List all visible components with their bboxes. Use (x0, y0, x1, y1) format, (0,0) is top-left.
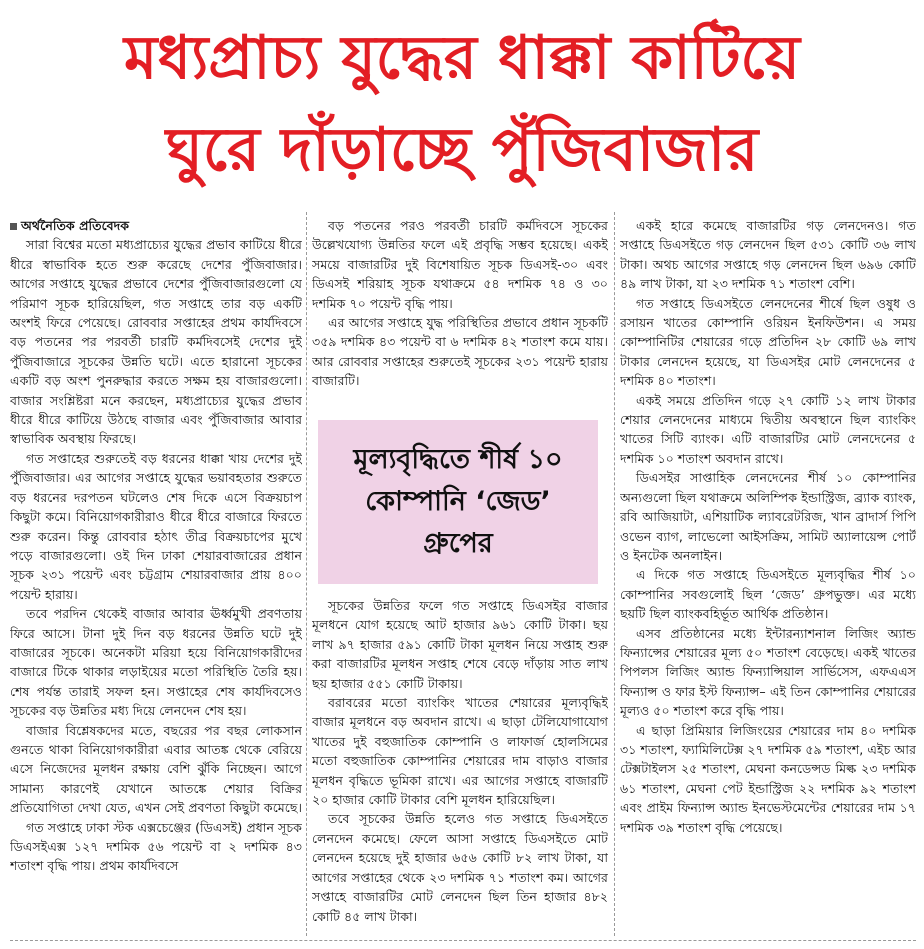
headline-line-1: মধ্যপ্রাচ্য যুদ্ধের ধাক্কা কাটিয়ে (124, 23, 800, 93)
column-divider (614, 212, 615, 936)
column-divider (306, 212, 307, 936)
paragraph: ডিএসইর সাপ্তাহিক লেনদেনের শীর্ষ ১০ কোম্পানির অন্যগুলো ছিল যথাক্রমে অলিম্পিক ইন্ডাস্ট্রিজ, ব্র্যাক ব্যাংক, রবি আজিয়াটা, এশিয়াটিক ল্যাবরেটরিজ, খান ব্রাদার্স পিপি ওভেন ব্যাগ, লাভেলো আইসক্রিম, সামিট অ্যালায়েন্স পোর্ট ও ইনটেক অনলাইন। (620, 470, 916, 563)
paragraph: এ দিকে গত সপ্তাহে ডিএসইতে মূল্যবৃদ্ধির শীর্ষ ১০ কোম্পানির সবগুলোই ছিল ‘জেড’ গ্রুপভুক্ত। এর মধ্যে ছয়টি ছিল ব্যাংকবহির্ভূত আর্থিক প্রতিষ্ঠান। (620, 567, 916, 622)
article-column-3 (620, 216, 916, 936)
paragraph: বাজার বিশ্লেষকদের মতে, বছরের পর বছর লোকসান গুনতে থাকা বিনিয়োগকারীরা এবার আতঙ্ক থেকে বেরিয়ে এসে নিজেদের মূলধন রক্ষায় বেশি ঝুঁকি নিচ্ছেন। আগে সামান্য কারণেই যেখানে আতঙ্কে শেয়ার বিক্রির প্রতিযোগিতা দেখা যেত, এখন সেই প্রবণতা কিছুটা কমেছে। (10, 722, 302, 816)
paragraph: গত সপ্তাহের শুরুতেই বড় ধরনের ধাক্কা খায় দেশের দুই পুঁজিবাজার। এর আগের সপ্তাহে যুদ্ধের ভয়াবহতার শুরুতে বড় ধরনের দরপতন ঘটলেও শেষ দিকে এসে বিক্রয়চাপ কিছুটা কমে। বিনিয়োগকারীরাও ধীরে ধীরে বাজারে ফিরতে শুরু করেন। কিন্তু রোববার হঠাৎ তীব্র বিক্রয়চাপের মুখে পড়ে বাজারগুলো। ওই দিন ঢাকা শেয়ারবাজারের প্রধান সূচক ২৩১ পয়েন্ট এবং চট্টগ্রাম শেয়ারবাজার প্রায় ৪০০ পয়েন্ট হারায়। (10, 450, 302, 602)
highlight-line-1: মূল্যবৃদ্ধিতে শীর্ষ ১০ (353, 444, 563, 475)
article-column-1 (10, 216, 302, 936)
bullet-icon (10, 223, 17, 230)
paragraph: গত সপ্তাহে ঢাকা স্টক এক্সচেঞ্জের (ডিএসই) প্রধান সূচক ডিএসইএক্স ১২৭ দশমিক ৫৬ পয়েন্ট বা ২ দশমিক ৪৩ শতাংশ বৃদ্ধি পায়। প্রথম কার্যদিবসে (10, 819, 302, 874)
paragraph: একই সময়ে প্রতিদিন গড়ে ২৭ কোটি ১২ লাখ টাকার শেয়ার লেনদেনের মাধ্যমে দ্বিতীয় অবস্থানে ছিল ব্যাংকিং খাতের সিটি ব্যাংক। এটি বাজারটির মোট লেনদেনের ৫ দশমিক ১০ শতাংশ অবদান রাখে। (620, 392, 916, 466)
byline-text: অর্থনৈতিক প্রতিবেদক (21, 218, 130, 233)
highlight-line-3: গ্রুপের (423, 528, 493, 559)
paragraph: বরাবরের মতো ব্যাংকিং খাতের শেয়ারের মূল্যবৃদ্ধিই বাজার মূলধনে বড় অবদান রাখে। এ ছাড়া টেলিযোগাযোগ খাতের দুই বহুজাতিক কোম্পানি ও লাফার্জ হোলসিমের মতো বহুজাতিক কোম্পানির শেয়ারের দাম বাড়াও বাজার মূলধন বৃদ্ধিতে ভূমিকা রাখে। এর আগের সপ্তাহে বাজারটি ২০ হাজার কোটি টাকার বেশি মূলধন হারিয়েছিল। (312, 695, 608, 808)
paragraph: এসব প্রতিষ্ঠানের মধ্যে ইন্টারন্যাশনাল লিজিং অ্যান্ড ফিন্যান্সের শেয়ারের মূল্য ৫০ শতাংশ বেড়েছে। একই খাতের পিপলস লিজিং অ্যান্ড ফিন্যান্সিয়াল সার্ভিসেস, এফএএস ফিন্যান্স ও ফার ইস্ট ফিন্যান্স– এই তিন কোম্পানির শেয়ারের মূল্যও ৫০ শতাংশ করে বৃদ্ধি পায়। (620, 625, 916, 719)
paragraph: তবে সূচকের উন্নতি হলেও গত সপ্তাহে ডিএসইতে লেনদেন কমেছে। ফেলে আসা সপ্তাহে ডিএসইতে মোট লেনদেন হয়েছে দুই হাজার ৬৫৬ কোটি ৮২ লাখ টাকা, যা আগের সপ্তাহের থেকে ২৩ দশমিক ৭১ শতাংশ কম। আগের সপ্তাহে বাজারটির মোট লেনদেন ছিল তিন হাজার ৪৮২ কোটি ৪৫ লাখ টাকা। (312, 811, 608, 924)
headline (0, 12, 924, 196)
article-column-2-top (312, 216, 608, 398)
paragraph: বড় পতনের পরও পরবর্তী চারটি কর্মদিবসে সূচকের উল্লেখযোগ্য উন্নতির ফলে এই প্রবৃদ্ধি সম্ভব হয়েছে। একই সময়ে বাজারটির দুই বিশেষায়িত সূচক ডিএসই-৩০ এবং ডিএসই শরিয়াহ সূচক যথাক্রমে ৫৪ দশমিক ৭৪ ও ৩০ দশমিক ৭০ পয়েন্ট বৃদ্ধি পায়। (312, 218, 608, 311)
article-column-2-bottom (312, 596, 608, 936)
bottom-divider (10, 940, 916, 941)
paragraph: সূচকের উন্নতির ফলে গত সপ্তাহে ডিএসইর বাজার মূলধনে যোগ হয়েছে আট হাজার ৯৬১ কোটি টাকা। ছয় লাখ ৯৭ হাজার ৫৯১ কোটি টাকা মূলধন নিয়ে সপ্তাহ শুরু করা বাজারটির মূলধন সপ্তাহ শেষে বেড়ে দাঁড়ায় সাত লাখ ছয় হাজার ৫৫১ কোটি টাকায়। (312, 598, 608, 691)
paragraph: সারা বিশ্বের মতো মধ্যপ্রাচ্যের যুদ্ধের প্রভাব কাটিয়ে ধীরে ধীরে স্বাভাবিক হতে শুরু করেছে দেশের পুঁজিবাজার। আগের সপ্তাহে যুদ্ধের প্রভাবে দেশের পুঁজিবাজারগুলো যে পরিমাণ সূচক হারিয়েছিল, গত সপ্তাহে তার বড় একটি অংশই ফিরে পেয়েছে। রোববার সপ্তাহের প্রথম কার্যদিবসে বড় পতনের পর পরবর্তী চারটি কর্মদিবসেই দেশের দুই পুঁজিবাজারে সূচকের উন্নতি ঘটে। এতে হারানো সূচকের একটি বড় অংশ পুনরুদ্ধার করতে সক্ষম হয় বাজারগুলো। বাজার সংশ্লিষ্টরা মনে করছেন, মধ্যপ্রাচ্যের যুদ্ধের প্রভাব ধীরে ধীরে কাটিয়ে উঠছে বাজার এবং পুঁজিবাজার আবার স্বাভাবিক অবস্থায় ফিরছে। (10, 237, 302, 447)
paragraph: তবে পরদিন থেকেই বাজার আবার ঊর্ধ্বমুখী প্রবণতায় ফিরে আসে। টানা দুই দিন বড় ধরনের উন্নতি ঘটে দুই বাজারের সূচকে। অনেকটা মরিয়া হয়ে বিনিয়োগকারীদের বাজারে টিকে থাকার লড়াইয়ের মতো পরিস্থিতি তৈরি হয়। শেষ পর্যন্ত তারাই সফল হন। সপ্তাহের শেষ কার্যদিবসেও সূচকের বড় উন্নতির মধ্য দিয়ে লেনদেন শেষ হয়। (10, 606, 302, 719)
highlight-line-2: কোম্পানি ‘জেড’ (365, 486, 551, 517)
byline (10, 216, 302, 235)
paragraph: এ ছাড়া প্রিমিয়ার লিজিংয়ের শেয়ারের দাম ৪০ দশমিক ৩১ শতাংশ, ফ্যামিলিটেক্স ২৭ দশমিক ৫৯ শতাংশ, এইচ আর টেক্সটাইলস ২৫ শতাংশ, মেঘনা কনডেন্সড মিল্ক ২৩ দশমিক ৬১ শতাংশ, মেঘনা পেট ইন্ডাস্ট্রিজ ২২ দশমিক ৯২ শতাংশ এবং প্রাইম ফিন্যান্স অ্যান্ড ইনভেস্টমেন্টের শেয়ারের দাম ১৭ দশমিক ৩৯ শতাংশ বৃদ্ধি পেয়েছে। (620, 722, 916, 835)
highlight-box (318, 420, 598, 584)
paragraph: একই হারে কমেছে বাজারটির গড় লেনদেনও। গত সপ্তাহে ডিএসইতে গড় লেনদেন ছিল ৫৩১ কোটি ৩৬ লাখ টাকা। অথচ আগের সপ্তাহে গড় লেনদেন ছিল ৬৯৬ কোটি ৪৯ লাখ টাকা, যা ২৩ দশমিক ৭১ শতাংশ বেশি। (620, 218, 916, 292)
headline-line-2: ঘুরে দাঁড়াচ্ছে পুঁজিবাজার (165, 115, 759, 185)
paragraph: গত সপ্তাহে ডিএসইতে লেনদেনের শীর্ষে ছিল ওষুধ ও রসায়ন খাতের কোম্পানি ওরিয়ন ইনফিউশন। এ সময় কোম্পানিটির শেয়ারের গড়ে প্রতিদিন ২৮ কোটি ৬৯ লাখ টাকার লেনদেন হয়েছে, যা ডিএসইর মোট লেনদেনের ৫ দশমিক ৪০ শতাংশ। (620, 295, 916, 389)
paragraph: এর আগের সপ্তাহে যুদ্ধ পরিস্থিতির প্রভাবে প্রধান সূচকটি ৩৫৯ দশমিক ৪৩ পয়েন্ট বা ৬ দশমিক ৪২ শতাংশ কমে যায়। আর রোববার সপ্তাহের শুরুতেই সূচকের ২৩১ পয়েন্ট হারায় বাজারটি। (312, 315, 608, 389)
